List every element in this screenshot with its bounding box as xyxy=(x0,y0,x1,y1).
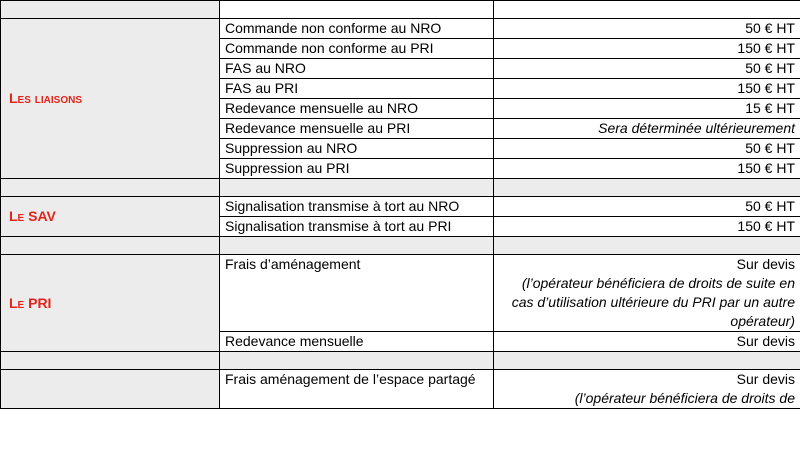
separator-cell xyxy=(1,352,220,370)
price-cell: 150 € HT xyxy=(494,79,800,99)
item-cell: Redevance mensuelle au NRO xyxy=(220,99,494,119)
separator-cell xyxy=(1,1,220,19)
price-cell: Sur devis xyxy=(494,332,800,352)
separator-cell xyxy=(494,352,800,370)
separator-cell xyxy=(494,1,800,19)
price-value: Sur devis xyxy=(736,371,795,387)
separator-row xyxy=(1,179,800,197)
separator-cell xyxy=(1,237,220,255)
price-note: (l’opérateur bénéficiera de droits de suite en cas d’utilisation ultérieure du PRI par un autre opérateur) xyxy=(511,275,795,329)
separator-cell xyxy=(220,237,494,255)
item-cell: FAS au PRI xyxy=(220,79,494,99)
separator-cell xyxy=(220,352,494,370)
price-cell: 50 € HT xyxy=(494,139,800,159)
table-row xyxy=(1,255,800,332)
price-cell: 50 € HT xyxy=(494,197,800,217)
separator-row xyxy=(1,352,800,370)
item-cell: Frais d’aménagement xyxy=(220,255,494,332)
separator-row xyxy=(1,1,800,19)
item-cell: Signalisation transmise à tort au NRO xyxy=(220,197,494,217)
separator-cell xyxy=(494,179,800,197)
separator-cell xyxy=(220,179,494,197)
separator-cell xyxy=(1,179,220,197)
price-cell xyxy=(494,255,800,332)
table-row xyxy=(1,197,800,217)
item-cell: Suppression au NRO xyxy=(220,139,494,159)
item-cell: Frais aménagement de l’espace partagé xyxy=(220,370,494,409)
price-cell: 150 € HT xyxy=(494,217,800,237)
item-cell: Commande non conforme au NRO xyxy=(220,19,494,39)
price-cell: 50 € HT xyxy=(494,59,800,79)
price-note: (l’opérateur bénéficiera de droits de xyxy=(574,390,795,406)
table-row xyxy=(1,370,800,409)
price-cell: 15 € HT xyxy=(494,99,800,119)
item-cell: Commande non conforme au PRI xyxy=(220,39,494,59)
category-sav: Le SAV xyxy=(1,197,220,237)
price-cell: Sera déterminée ultérieurement xyxy=(494,119,800,139)
item-cell: Suppression au PRI xyxy=(220,159,494,179)
item-cell: Redevance mensuelle au PRI xyxy=(220,119,494,139)
price-cell: 50 € HT xyxy=(494,19,800,39)
price-value: Sur devis xyxy=(736,256,795,272)
category-pri: Le PRI xyxy=(1,255,220,352)
separator-row xyxy=(1,237,800,255)
category-liaisons: Les liaisons xyxy=(1,19,220,179)
category-cell xyxy=(1,370,220,409)
separator-cell xyxy=(220,1,494,19)
item-cell: Redevance mensuelle xyxy=(220,332,494,352)
item-cell: FAS au NRO xyxy=(220,59,494,79)
table-row xyxy=(1,19,800,39)
separator-cell xyxy=(494,237,800,255)
item-cell: Signalisation transmise à tort au PRI xyxy=(220,217,494,237)
price-cell: 150 € HT xyxy=(494,39,800,59)
price-cell xyxy=(494,370,800,409)
price-cell: 150 € HT xyxy=(494,159,800,179)
